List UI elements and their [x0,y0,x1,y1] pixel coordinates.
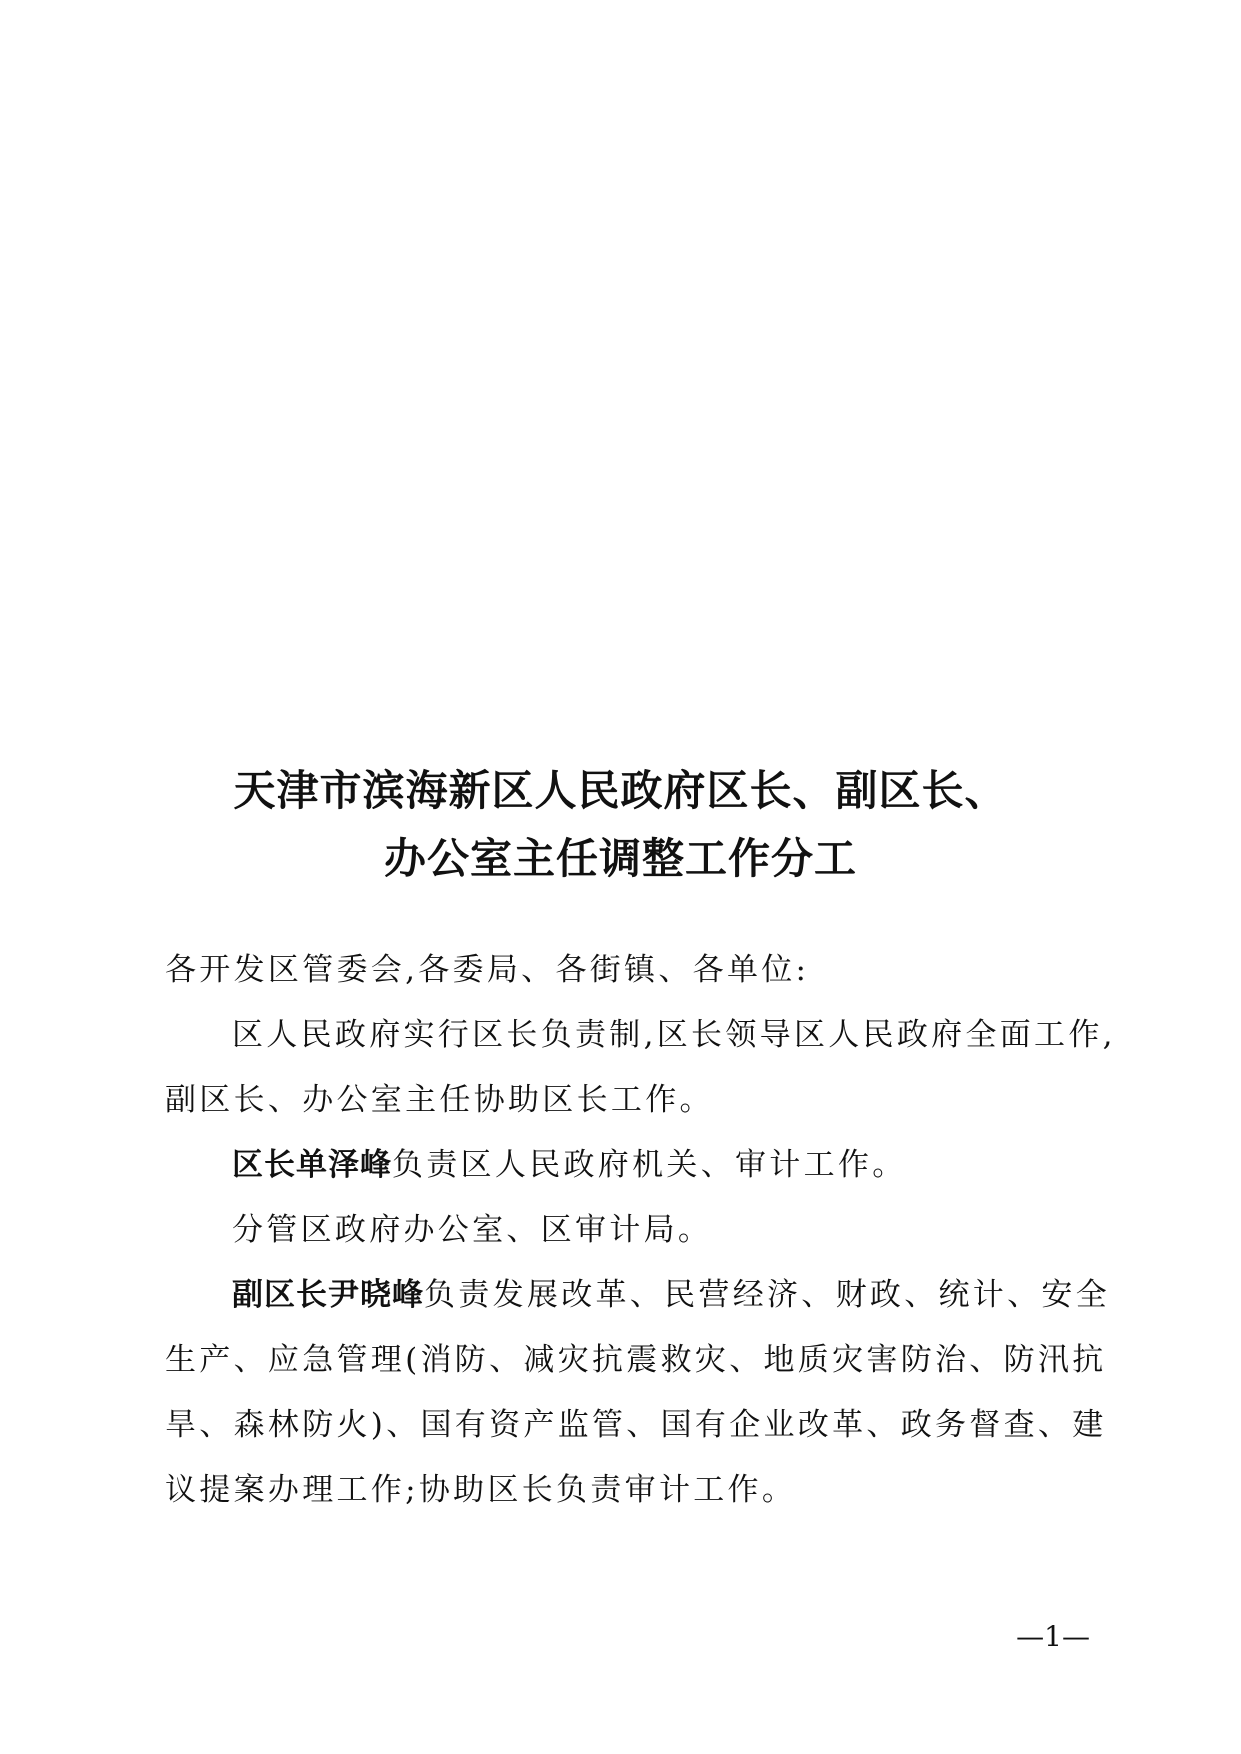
vice-mayor-1-duty-line-2: 生产、应急管理(消防、减灾抗震救灾、地质灾害防治、防汛抗 [165,1342,1107,1378]
vice-mayor-1-duty-line-4: 议提案办理工作;协助区长负责审计工作。 [165,1472,797,1508]
document-title-line-2: 办公室主任调整工作分工 [383,834,857,883]
mayor-name-label: 区长单泽峰 [232,1147,392,1183]
vice-mayor-1-duty-line-3: 旱、森林防火)、国有资产监管、国有企业改革、政务督查、建 [165,1407,1107,1443]
intro-paragraph-line-2: 副区长、办公室主任协助区长工作。 [165,1082,714,1118]
document-title-line-1: 天津市滨海新区人民政府区长、副区长、 [233,766,1008,815]
page-number: —1— [1016,1620,1090,1653]
mayor-paragraph [232,1145,1085,1185]
vice-mayor-1-duty-line-1: 负责发展改革、民营经济、财政、统计、安全 [424,1277,1110,1313]
salutation: 各开发区管委会,各委局、各街镇、各单位: [165,952,810,988]
vice-mayor-1-name-label: 副区长尹晓峰 [232,1277,424,1313]
mayor-duty-text: 负责区人民政府机关、审计工作。 [392,1147,907,1183]
intro-paragraph-line-1: 区人民政府实行区长负责制,区长领导区人民政府全面工作, [232,1017,1116,1053]
vice-mayor-1-paragraph-line-1 [232,1275,1110,1315]
mayor-supervises: 分管区政府办公室、区审计局。 [232,1212,713,1248]
